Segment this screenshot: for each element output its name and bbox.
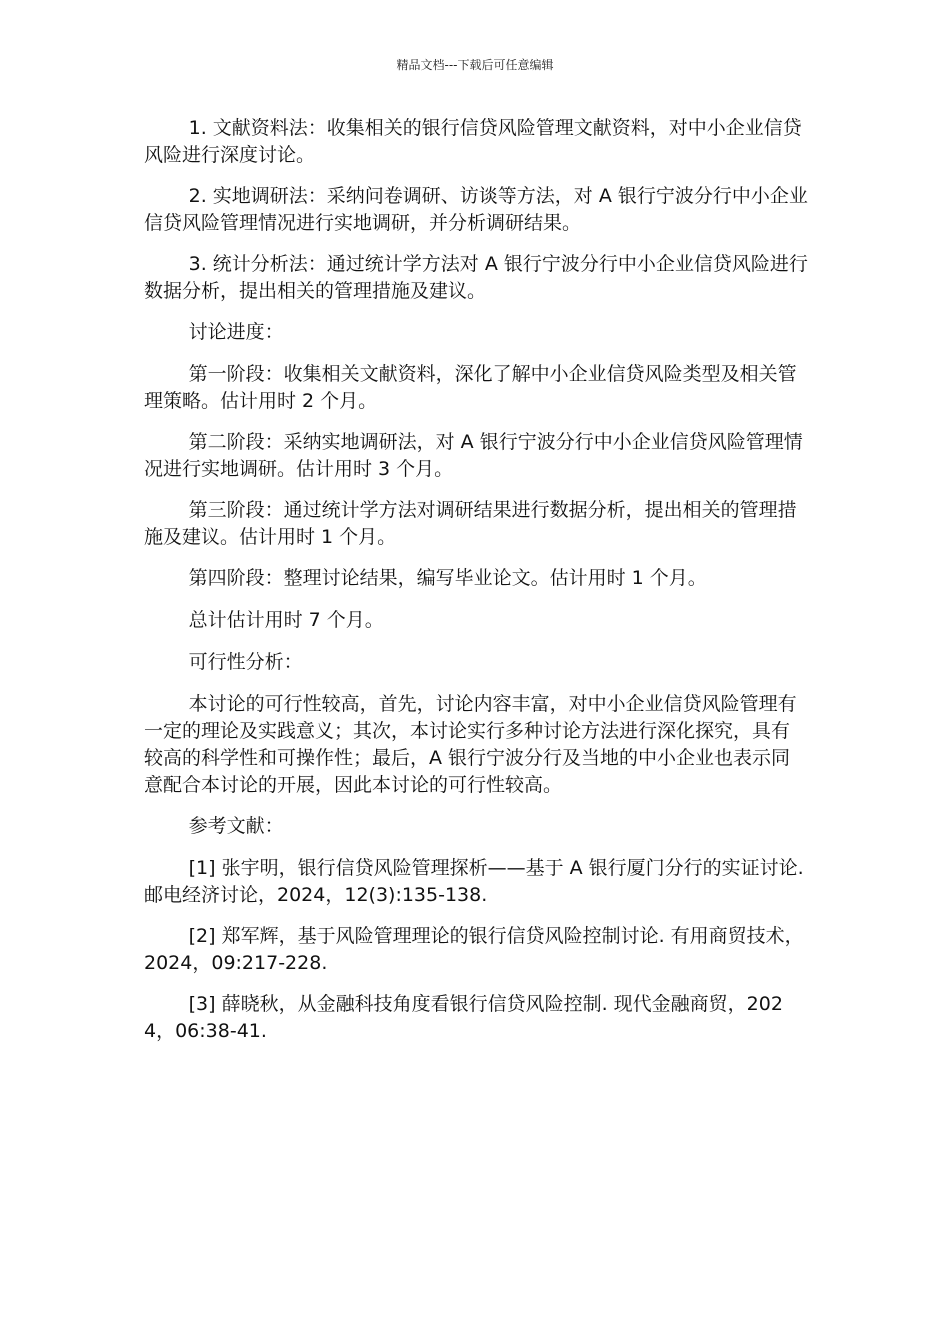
schedule-stage-2: 第二阶段：采纳实地调研法，对 A 银行宁波分行中小企业信贷风险管理情况进行实地调研。估计用时 3 个月。 (144, 431, 803, 480)
schedule-stage-3: 第三阶段：通过统计学方法对调研结果进行数据分析，提出相关的管理措施及建议。估计用时 1 个月。 (144, 499, 797, 548)
page-header: 精品文档---下载后可任意编辑 (396, 58, 554, 72)
method-statistics-paragraph: 3. 统计分析法：通过统计学方法对 A 银行宁波分行中小企业信贷风险进行数据分析，提出相关的管理措施及建议。 (144, 253, 808, 302)
method-literature-paragraph: 1. 文献资料法：收集相关的银行信贷风险管理文献资料，对中小企业信贷风险进行深度讨论。 (144, 117, 802, 166)
references-heading: 参考文献： (188, 815, 284, 837)
reference-item-3: [3] 薛晓秋，从金融科技角度看银行信贷风险控制. 现代金融商贸，2024，06:38-41. (144, 993, 783, 1042)
reference-item-1: [1] 张宇明，银行信贷风险管理探析——基于 A 银行厦门分行的实证讨论. 邮电经济讨论，2024，12(3):135-138. (144, 857, 804, 906)
feasibility-paragraph: 本讨论的可行性较高，首先，讨论内容丰富，对中小企业信贷风险管理有一定的理论及实践意义；其次，本讨论实行多种讨论方法进行深化探究，具有较高的科学性和可操作性；最后，A 银行宁波分行及当地的中小企业也表示同意配合本讨论的开展，因此本讨论的可行性较高。 (144, 693, 797, 796)
feasibility-heading: 可行性分析： (188, 651, 303, 673)
reference-item-2: [2] 郑军辉，基于风险管理理论的银行信贷风险控制讨论. 有用商贸技术，2024，09:217-228. (144, 925, 804, 974)
schedule-total: 总计估计用时 7 个月。 (188, 609, 384, 631)
schedule-stage-4: 第四阶段：整理讨论结果，编写毕业论文。估计用时 1 个月。 (188, 567, 707, 589)
schedule-heading: 讨论进度： (188, 321, 284, 343)
document-body (144, 115, 808, 1059)
method-fieldwork-paragraph: 2. 实地调研法：采纳问卷调研、访谈等方法，对 A 银行宁波分行中小企业信贷风险管理情况进行实地调研，并分析调研结果。 (144, 185, 808, 234)
schedule-stage-1: 第一阶段：收集相关文献资料，深化了解中小企业信贷风险类型及相关管理策略。估计用时 2 个月。 (144, 363, 797, 412)
